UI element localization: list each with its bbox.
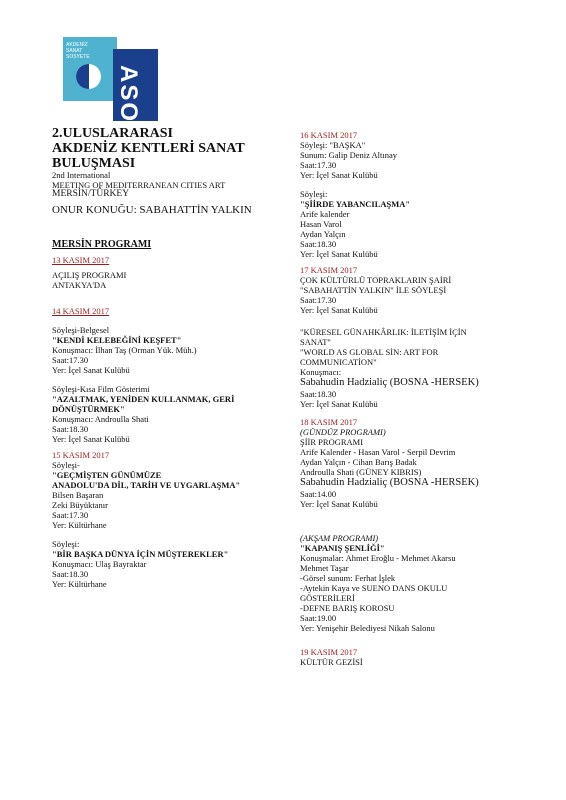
day-18-poetry-program: ŞİİR PROGRAMI Arife Kalender - Hasan Varol - Serpil Devrim Aydan Yalçın - Cihan Barış Badak Androulla Shati (GÜNEY KIBRIS) Sabahudin Hadzialiç (BOSNA -HERSEK) Saat:14.00 Yer: İçel Sanat Kulübü <box>300 437 540 509</box>
event-subtitle: 2nd International MEETING OF MEDITERRANEAN CITIES ART MERSİN/TÜRKEY <box>52 170 226 199</box>
day-14-event-1: Söyleşi-Belgesel "KENDİ KELEBEĞİNİ KEŞFET" Konuşmacı: İlhan Taş (Orman Yük. Müh.) Saat:17.30 Yer: İçel Sanat Kulübü <box>52 324 197 375</box>
day-16-event-1: Söyleşi: "BAŞKA" Sunum: Galip Deniz Altınay Saat:17.30 Yer: İçel Sanat Kulübü <box>300 140 398 180</box>
daytime-program-label: (GÜNDÜZ PROGRAMI) <box>300 427 386 437</box>
date-19-nov: 19 KASIM 2017 <box>300 647 358 657</box>
left-column <box>52 126 282 589</box>
date-18-nov: 18 KASIM 2017 <box>300 417 358 427</box>
guest-of-honor: ONUR KONUĞU: SABAHATTİN YALKIN <box>52 203 252 216</box>
program-heading: MERSİN PROGRAMI <box>52 238 152 250</box>
event-title: 2.ULUSLARARASI AKDENİZ KENTLERİ SANAT BULUŞMASI <box>52 126 245 171</box>
logo-circle-icon <box>76 64 101 89</box>
date-17-nov: 17 KASIM 2017 <box>300 265 358 275</box>
day-15-event-1: Söyleşi- "GEÇMİŞTEN GÜNÜMÜZE ANADOLU'DA DİL, TARİH VE UYGARLAŞMA" Bilsen Başaran Zeki Büyüktanır Saat:17.30 Yer: Kültürhane <box>52 459 241 530</box>
date-15-nov: 15 KASIM 2017 <box>52 449 110 460</box>
speaker-sabahudin-2: Sabahudin Hadzialiç (BOSNA -HERSEK) <box>300 477 479 488</box>
date-13-nov: 13 KASIM 2017 <box>52 254 110 265</box>
culture-trip: KÜLTÜR GEZİSİ <box>300 657 363 667</box>
day-13-block: AÇILIŞ PROGRAMI ANTAKYA'DA <box>52 269 127 290</box>
date-16-nov: 16 KASIM 2017 <box>300 130 358 140</box>
day-18-closing-festival: "KAPANIŞ ŞENLİĞİ" Konuşmalar: Ahmet Eroğlu - Mehmet Akarsu Mehmet Taşar -Görsel sunum: Ferhat İşlek -Aytekin Kaya ve SUENO DANS OKULU GÖSTERİLERİ -DEFNE BARIŞ KOROSU Saat:19.00 Yer: Yenişehir Belediyesi Nikah Salonu <box>300 543 456 633</box>
logo-cyan-panel <box>63 37 117 101</box>
evening-program-label: (AKŞAM PROGRAMI) <box>300 533 379 543</box>
day-16-event-2: Söyleşi: "ŞİİRDE YABANCILAŞMA" Arife kalender Hasan Varol Aydan Yalçın Saat:18.30 Yer: İçel Sanat Kulübü <box>300 189 411 259</box>
right-column <box>300 130 540 667</box>
aso-logo <box>63 37 158 124</box>
day-15-event-2: Söyleşi: "BİR BAŞKA DÜNYA İÇİN MÜŞTEREKLER" Konuşmacı: Ulaş Bayraktar Saat:18.30 Yer: Kültürhane <box>52 538 229 589</box>
day-17-event-1: ÇOK KÜLTÜRLÜ TOPRAKLARIN ŞAİRİ "SABAHATTİN YALKIN" İLE SÖYLEŞİ Saat:17.30 Yer: İçel Sanat Kulübü <box>300 275 452 315</box>
logo-text: AKDENİZ SANAT SOSYETE <box>66 42 90 60</box>
date-14-nov: 14 KASIM 2017 <box>52 305 110 316</box>
day-14-event-2: Söyleşi-Kısa Film Gösterimi "AZALTMAK, YENİDEN KULLANMAK, GERİ DÖNÜŞTÜRMEK" Konuşmacı: Androulla Shati Saat:18.30 Yer: İçel Sanat Kulübü <box>52 383 235 444</box>
speaker-sabahudin: Sabahudin Hadzialiç (BOSNA -HERSEK) <box>300 377 479 388</box>
logo-blue-panel <box>113 49 158 124</box>
day-17-event-2: "KÜRESEL GÜNAHKÂRLIK: İLETİŞİM İÇİN SANAT" "WORLD AS GLOBAL SİN: ART FOR COMMUNICATİON" Konuşmacı: Sabahudin Hadzialiç (BOSNA -HERSEK) Saat:18.30 Yer: İçel Sanat Kulübü <box>300 327 540 409</box>
logo-aso-letters: ASO <box>115 65 142 124</box>
